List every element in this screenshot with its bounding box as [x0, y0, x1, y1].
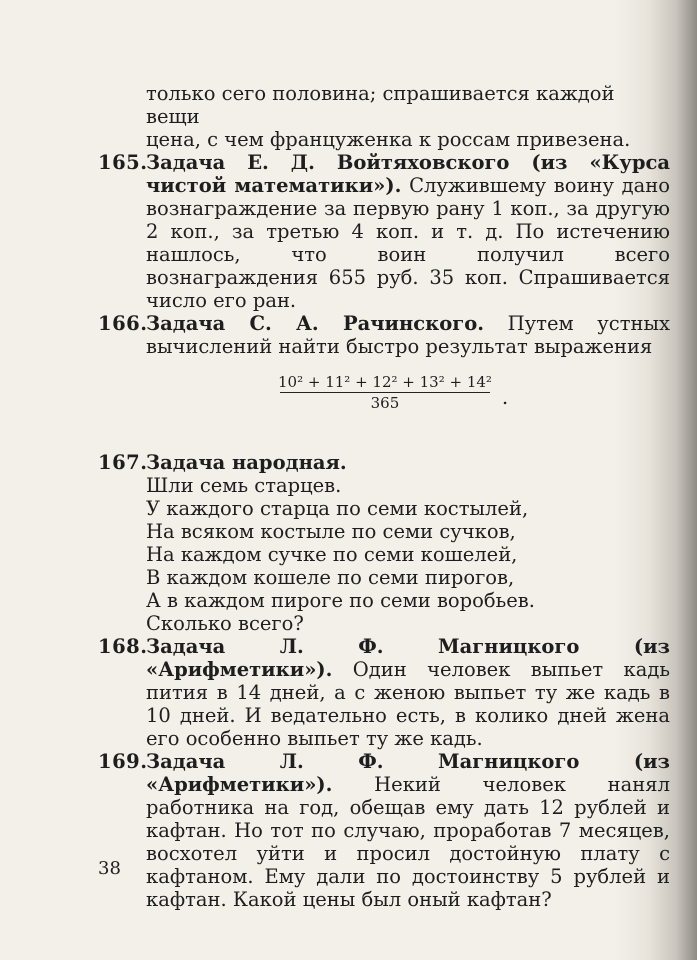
continuation-line: только сего половина; спрашивается каждой вещи — [146, 82, 615, 128]
poem-line: Шли семь старцев. — [146, 474, 342, 497]
problem-number: 165. — [98, 151, 148, 174]
problem-text: Служившему воину дано вознаграждение за первую рану 1 коп., за другую 2 коп., за третью 4 коп. и т. д. По истечению нашлось, что воин получил всего вознаграждения 655 руб. 35 коп. Спрашивается число его ран. — [146, 174, 670, 312]
problem-number: 168. — [98, 635, 148, 658]
fraction-numerator: 10² + 11² + 12² + 13² + 14² — [278, 373, 492, 391]
problem-166 — [98, 312, 670, 358]
poem-line: На каждом сучке по семи кошелей, — [146, 543, 518, 566]
problem-167 — [98, 451, 670, 635]
problem-title: Задача С. А. Рачинского. — [146, 312, 484, 335]
continuation-text — [98, 82, 670, 151]
problem-text: Путем устных вычислений найти быстро результат выражения — [146, 312, 671, 358]
poem-line: У каждого старца по семи костылей, — [146, 497, 529, 520]
fraction-expression — [274, 372, 508, 413]
poem-line: Сколько всего? — [146, 612, 304, 635]
page-number: 38 — [98, 858, 121, 879]
poem-line: В каждом кошеле по семи пирогов, — [146, 566, 515, 589]
fraction-end-mark: . — [501, 385, 509, 409]
problem-165 — [98, 151, 670, 312]
fraction — [274, 372, 496, 413]
fraction-denominator: 365 — [370, 394, 400, 412]
problem-title: Задача Л. Ф. Магницкого (из «Арифметики»). — [146, 635, 670, 681]
problem-title: Задача Л. Ф. Магницкого (из «Арифметики»). — [146, 750, 670, 796]
problem-number: 167. — [98, 451, 148, 474]
problem-168 — [98, 635, 670, 750]
problem-text: Некий человек нанял работника на год, обещав ему дать 12 рублей и кафтан. Но тот по случаю, проработав 7 месяцев, восхотел уйти и просил достойную плату с кафтаном. Ему дали по достоинству 5 рублей и кафтан. Какой цены был оный кафтан? — [146, 773, 670, 911]
problem-number: 169. — [98, 750, 148, 773]
problem-169 — [98, 750, 670, 911]
text-column — [98, 82, 670, 911]
poem-line: На всяком костыле по семи сучков, — [146, 520, 516, 543]
continuation-line: цена, с чем француженка к россам привезена. — [146, 128, 631, 151]
poem-line: А в каждом пироге по семи воробьев. — [146, 589, 535, 612]
problem-text: Один человек выпьет кадь пития в 14 дней, а с женою выпьет ту же кадь в 10 дней. И ведательно есть, в колико дней жена его особенно выпьет ту же кадь. — [146, 658, 670, 750]
problem-title: Задача народная. — [146, 451, 347, 474]
problem-title: Задача Е. Д. Войтяховского (из «Курса чистой математики»). — [146, 151, 670, 197]
problem-number: 166. — [98, 312, 148, 335]
